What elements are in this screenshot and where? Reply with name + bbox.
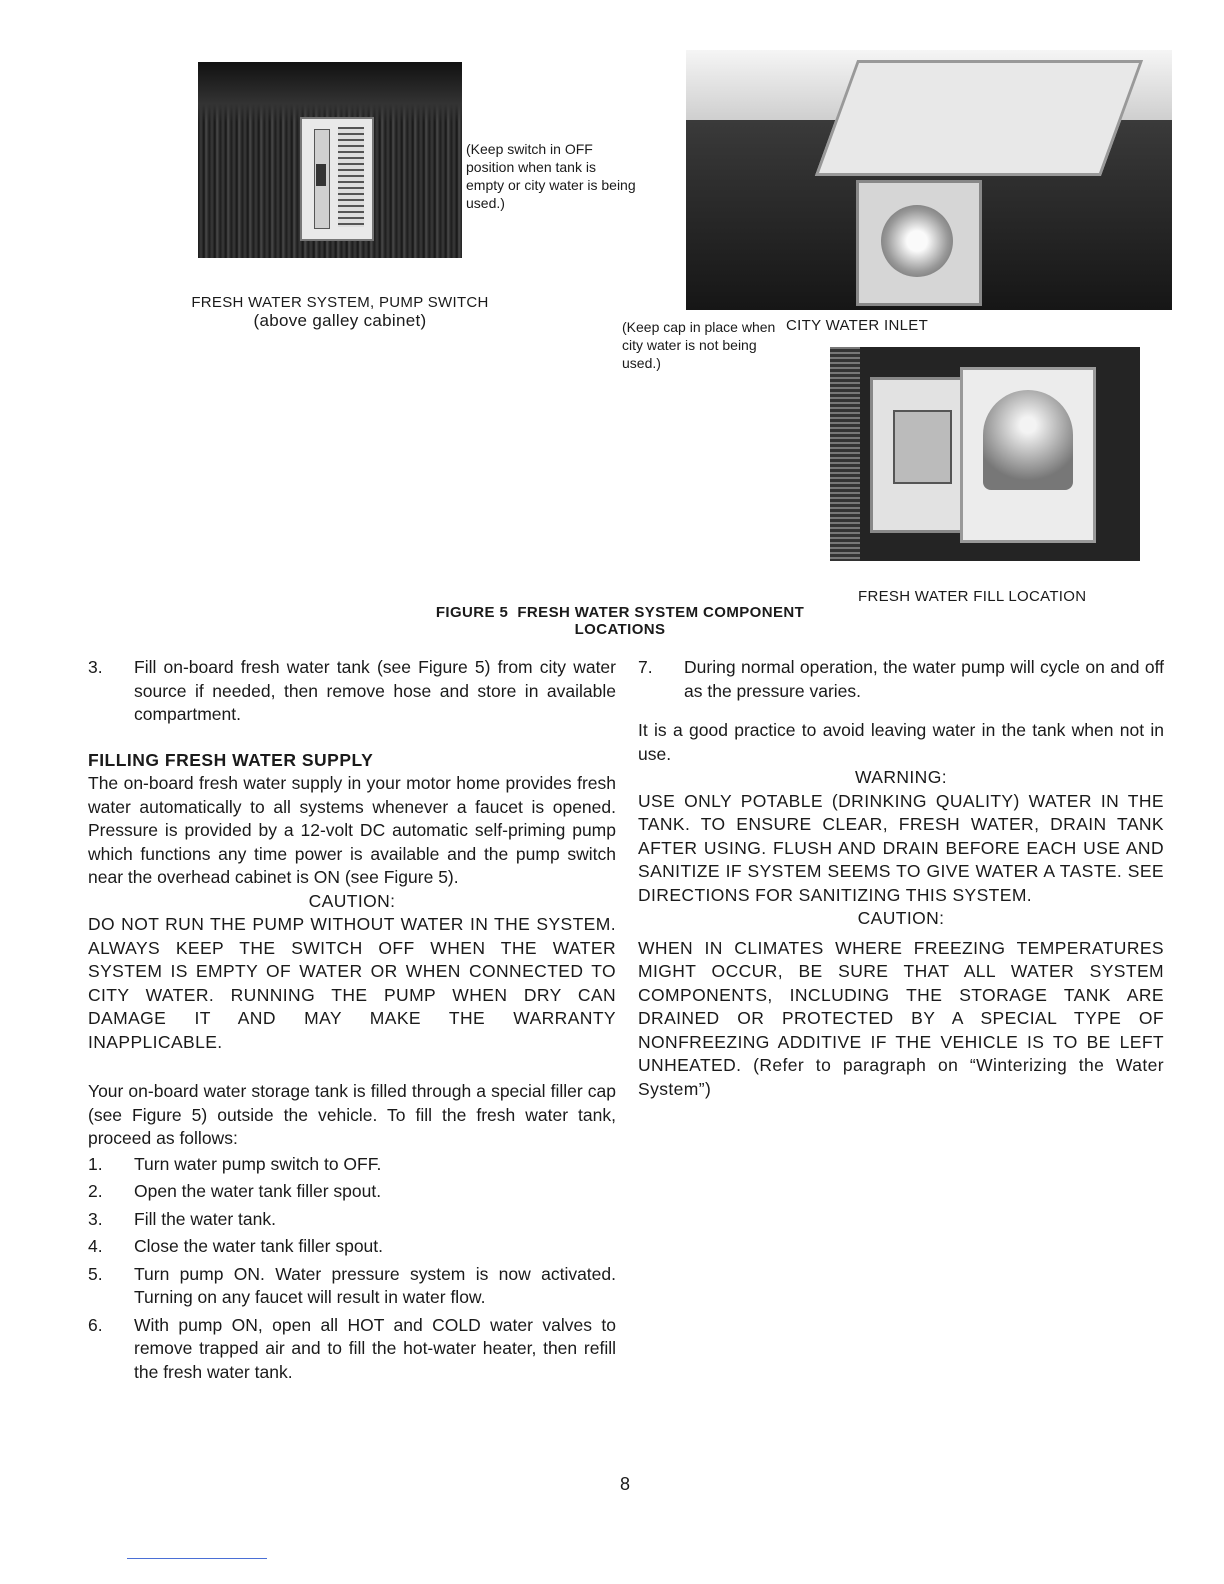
step-number: 4.	[88, 1236, 103, 1256]
caution-label-right: CAUTION:	[857, 908, 945, 928]
caution-reference: (Refer to paragraph on “Winterizing the Water System”)	[638, 1055, 1164, 1099]
warning-text: USE ONLY POTABLE (DRINKING QUALITY) WATER IN THE TANK. TO ENSURE CLEAR, FRESH WATER, DRAIN TANK AFTER USING. FLUSH AND DRAIN BEFORE EACH USE AND SANITIZE IF SYSTEM SEEMS TO GIVE WATER A TASTE. SEE DIRECTIONS FOR SANITIZING THIS SYSTEM.	[638, 790, 1164, 905]
step-text: Turn pump ON. Water pressure system is now activated. Turning on any faucet will result in water flow.	[134, 1263, 616, 1307]
figure-caption-line2: LOCATIONS	[574, 621, 666, 638]
step-text: Fill on-board fresh water tank (see Figure 5) from city water source if needed, then remove hose and store in available compartment.	[134, 657, 616, 724]
fresh-water-fill-photo	[830, 347, 1140, 561]
caution-text-right	[638, 937, 1164, 1102]
pump-switch-title-text: FRESH WATER SYSTEM, PUMP SWITCH	[191, 294, 489, 311]
list-item	[88, 656, 616, 727]
step-3-list	[88, 656, 616, 727]
list-item	[88, 1180, 616, 1204]
inlet-note: (Keep cap in place when city water is not being used.)	[622, 319, 776, 371]
tank-intro-paragraph: Your on-board water storage tank is filled through a special filler cap (see Figure 5) outside the vehicle. To fill the fresh water tank, proceed as follows:	[88, 1081, 616, 1148]
pump-switch-photo	[198, 62, 462, 258]
intro-paragraph: The on-board fresh water supply in your motor home provides fresh water automatically to all systems whenever a faucet is opened. Pressure is provided by a 12-volt DC automatic self-priming pump which functions any time power is available and the pump switch near the overhead cabinet is ON (see Figure 5).	[88, 773, 616, 887]
step-7-list	[638, 656, 1164, 703]
list-item	[88, 1263, 616, 1310]
step-text: Turn water pump switch to OFF.	[134, 1153, 382, 1174]
list-item	[88, 1153, 616, 1177]
step-number: 2.	[88, 1181, 103, 1201]
right-column	[638, 656, 1164, 1101]
fill-steps-list	[88, 1153, 616, 1385]
caution-label: CAUTION:	[308, 890, 396, 911]
list-item	[88, 1208, 616, 1232]
warning-label: WARNING:	[855, 767, 947, 787]
step-number: 7.	[638, 657, 653, 677]
figure-caption-line1: FIGURE 5 FRESH WATER SYSTEM COMPONENT	[435, 604, 805, 621]
footer-rule	[127, 1558, 267, 1559]
list-item	[88, 1314, 616, 1385]
fresh-water-fill-title: FRESH WATER FILL LOCATION	[858, 588, 1087, 605]
list-item	[88, 1235, 616, 1259]
list-item	[638, 656, 1164, 703]
step-number: 3.	[88, 1208, 103, 1229]
pump-switch-title	[130, 294, 550, 331]
pump-switch-note: (Keep switch in OFF position when tank is empty or city water is being used.)	[466, 141, 636, 211]
practice-paragraph: It is a good practice to avoid leaving water in the tank when not in use.	[638, 720, 1164, 764]
city-water-inlet-photo	[686, 50, 1172, 310]
section-heading: FILLING FRESH WATER SUPPLY	[88, 749, 374, 770]
left-column	[88, 656, 616, 1388]
step-number: 1.	[88, 1153, 103, 1174]
step-number: 5.	[88, 1263, 103, 1284]
step-number: 6.	[88, 1314, 103, 1335]
step-text: With pump ON, open all HOT and COLD water valves to remove trapped air and to fill the hot-water heater, then refill the fresh water tank.	[134, 1314, 616, 1382]
page-number: 8	[620, 1474, 631, 1494]
city-water-inlet-title: CITY WATER INLET	[786, 317, 929, 334]
pump-switch-location: (above galley cabinet)	[253, 311, 427, 330]
step-text: Open the water tank filler spout.	[134, 1181, 382, 1201]
step-text: Fill the water tank.	[134, 1208, 276, 1229]
step-number: 3.	[88, 657, 103, 677]
step-text: During normal operation, the water pump will cycle on and off as the pressure varies.	[684, 657, 1164, 701]
step-text: Close the water tank filler spout.	[134, 1236, 384, 1256]
figure-caption	[360, 604, 880, 638]
caution-text-body: WHEN IN CLIMATES WHERE FREEZING TEMPERATURES MIGHT OCCUR, BE SURE THAT ALL WATER SYSTEM COMPONENTS, INCLUDING THE STORAGE TANK ARE DRAINED OR PROTECTED BY A SPECIAL TYPE OF NONFREEZING ADDITIVE IF THE VEHICLE IS TO BE LEFT UNHEATED.	[638, 937, 1164, 1075]
caution-text: DO NOT RUN THE PUMP WITHOUT WATER IN THE SYSTEM. ALWAYS KEEP THE SWITCH OFF WHEN THE WATER SYSTEM IS EMPTY OF WATER OR WHEN CONNECTED TO CITY WATER. RUNNING THE PUMP WHEN DRY CAN DAMAGE IT AND MAY MAKE THE WARRANTY INAPPLICABLE.	[88, 914, 616, 1052]
